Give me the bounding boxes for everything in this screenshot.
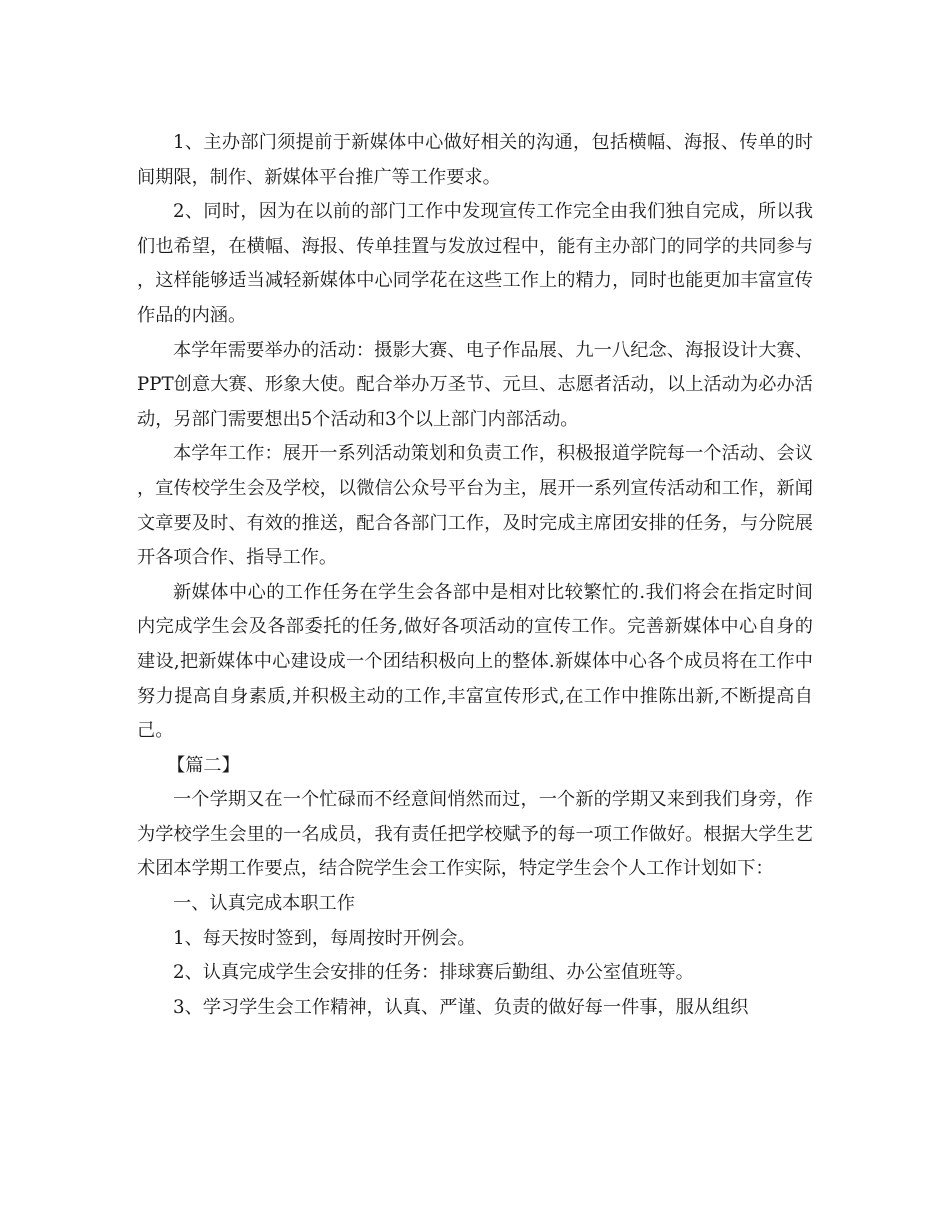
list-item-2: 2、认真完成学生会安排的任务：排球赛后勤组、办公室值班等。: [173, 962, 694, 984]
paragraph-4: 本学年工作：展开一系列活动策划和负责工作，积极报道学院每一个活动、会议，宣传校学生会及学校，以微信公众号平台为主，展开一系列宣传活动和工作，新闻文章要及时、有效的推送，配合各部门工作，及时完成主席团安排的任务，与分院展开各项合作、指导工作。: [137, 443, 813, 569]
paragraph-1: 1、主办部门须提前于新媒体中心做好相关的沟通，包括横幅、海报、传单的时间期限，制作、新媒体平台推广等工作要求。: [137, 132, 813, 188]
paragraph-3: 本学年需要举办的活动：摄影大赛、电子作品展、九一八纪念、海报设计大赛、PPT创意大赛、形象大使。配合举办万圣节、元旦、志愿者活动，以上活动为必办活动，另部门需要想出5个活动和3个以上部门内部活动。: [137, 339, 813, 430]
paragraph-2: 2、同时，因为在以前的部门工作中发现宣传工作完全由我们独自完成，所以我们也希望，在横幅、海报、传单挂置与发放过程中，能有主办部门的同学的共同参与，这样能够适当减轻新媒体中心同学花在这些工作上的精力，同时也能更加丰富宣传作品的内涵。: [137, 201, 813, 326]
paragraph-5: 新媒体中心的工作任务在学生会各部中是相对比较繁忙的.我们将会在指定时间内完成学生会及各部委托的任务,做好各项活动的宣传工作。完善新媒体中心自身的建设,把新媒体中心建设成一个团结积极向上的整体.新媒体中心各个成员将在工作中努力提高自身素质,并积极主动的工作,丰富宣传形式,在工作中推陈出新,不断提高自己。: [137, 581, 813, 742]
list-item-3: 3、学习学生会工作精神，认真、严谨、负责的做好每一件事，服从组织: [173, 996, 749, 1018]
list-item-1: 1、每天按时签到，每周按时开例会。: [173, 927, 476, 949]
list-heading-1: 一、认真完成本职工作: [173, 893, 355, 915]
document-body: [137, 126, 813, 1025]
paragraph-6: 一个学期又在一个忙碌而不经意间悄然而过，一个新的学期又来到我们身旁，作为学校学生会里的一名成员，我有责任把学校赋予的每一项工作做好。根据大学生艺术团本学期工作要点，结合院学生会工作实际，特定学生会个人工作计划如下：: [137, 789, 813, 880]
section-heading-part-two: 【篇二】: [167, 754, 240, 776]
